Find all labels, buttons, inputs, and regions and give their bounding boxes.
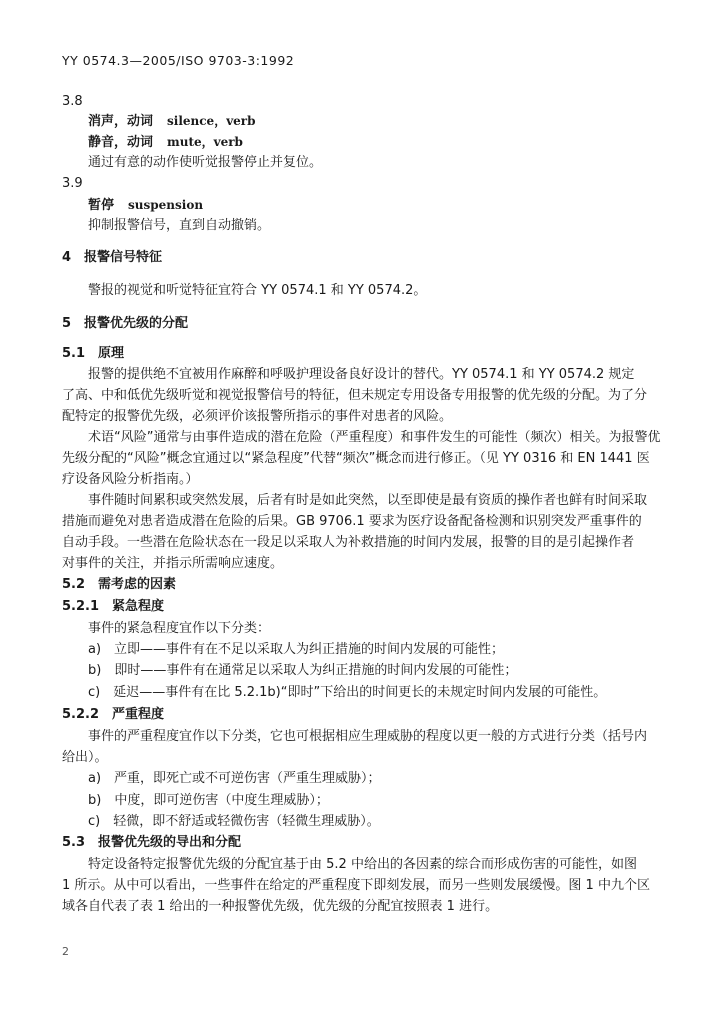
term-silence-en: silence，verb: [167, 114, 256, 128]
list-item-urgency-b: b) 即时——事件有在通常足以采取人为纠正措施的时间内发展的可能性；: [88, 663, 518, 678]
list-item-urgency-a: a) 立即——事件有在不足以采取人为纠正措施的时间内发展的可能性；: [88, 642, 505, 657]
section-5-3-line1: 特定设备特定报警优先级的分配宜基于由 5.2 中给出的各因素的综合而形成伤害的可能性，如图: [88, 857, 637, 872]
section-5-1-heading: 5.1 原理: [62, 346, 125, 361]
section-4-heading: 4 报警信号特征: [62, 250, 163, 265]
term-silence-zh: 消声，动词: [88, 114, 154, 129]
section-5-2-heading: 5.2 需考虑的因素: [62, 577, 177, 592]
term-suspension: [88, 197, 203, 214]
para-5-1-3-line4: 对事件的关注，并指示所需响应速度。: [62, 556, 284, 571]
para-5-1-2-line1: 术语“风险”通常与由事件造成的潜在危险（严重程度）和事件发生的可能性（频次）相关。为报警优: [88, 430, 661, 445]
section-5-3-heading: 5.3 报警优先级的导出和分配: [62, 835, 242, 850]
para-5-1-3-line3: 自动手段。一些潜在危险状态在一段足以采取人为补救措施的时间内发展，报警的目的是引起操作者: [62, 535, 635, 550]
para-5-1-3-line2: 措施而避免对患者造成潜在危险的后果。GB 9706.1 要求为医疗设备配备检测和识别突发严重事件的: [62, 514, 642, 529]
para-5-1-1-line3: 配特定的报警优先级，必须评价该报警所指示的事件对患者的风险。: [62, 409, 453, 424]
term-mute: [88, 134, 243, 151]
section-5-2-2-heading: 5.2.2 严重程度: [62, 707, 165, 722]
term-silence: [88, 113, 256, 130]
para-5-1-3-line1: 事件随时间累积或突然发展，后者有时是如此突然，以至即使是最有资质的操作者也鲜有时间采取: [88, 493, 648, 508]
section-5-2-1-heading: 5.2.1 紧急程度: [62, 599, 165, 614]
para-5-1-2-line2: 先级分配的“风险”概念宜通过以“紧急程度”代替“频次”概念而进行修正。（见 YY 0316 和 EN 1441 医: [62, 451, 650, 466]
section-3-8-number: 3.8: [62, 94, 83, 109]
term-suspension-zh: 暂停: [88, 198, 115, 213]
list-item-urgency-c: c) 延迟——事件有在比 5.2.1b)“即时”下给出的时间更长的未规定时间内发展的可能性。: [88, 685, 607, 700]
page-header: YY 0574.3—2005/ISO 9703-3:1992: [62, 53, 295, 68]
list-item-severity-a: a) 严重，即死亡或不可逆伤害（严重生理威胁）；: [88, 771, 381, 786]
section-5-3-line3: 域各自代表了表 1 给出的一种报警优先级，优先级的分配宜按照表 1 进行。: [62, 899, 499, 914]
section-5-2-2-intro-line1: 事件的严重程度宜作以下分类，它也可根据相应生理威胁的程度以更一般的方式进行分类（括号内: [88, 729, 648, 744]
section-3-9-number: 3.9: [62, 176, 83, 191]
para-5-1-1-line1: 报警的提供绝不宜被用作麻醉和呼吸护理设备良好设计的替代。YY 0574.1 和 YY 0574.2 规定: [88, 367, 635, 382]
section-3-9-definition: 抑制报警信号，直到自动撤销。: [88, 218, 271, 233]
para-5-1-1-line2: 了高、中和低优先级听觉和视觉报警信号的特征，但未规定专用设备专用报警的优先级的分配。为了分: [62, 388, 648, 403]
term-mute-en: mute，verb: [167, 135, 243, 149]
para-5-1-2-line3: 疗设备风险分析指南。）: [62, 472, 199, 487]
section-5-3-line2: 1 所示。从中可以看出，一些事件在给定的严重程度下即刻发展，而另一些则发展缓慢。图 1 中九个区: [62, 878, 650, 893]
term-suspension-en: suspension: [128, 198, 204, 212]
list-item-severity-b: b) 中度，即可逆伤害（中度生理威胁）；: [88, 793, 329, 808]
page-number: 2: [62, 945, 69, 958]
section-5-2-2-intro-line2: 给出）。: [62, 750, 108, 765]
section-3-8-definition: 通过有意的动作使听觉报警停止并复位。: [88, 155, 323, 170]
section-5-2-1-intro: 事件的紧急程度宜作以下分类：: [88, 621, 271, 636]
section-4-text: 警报的视觉和听觉特征宜符合 YY 0574.1 和 YY 0574.2。: [88, 283, 427, 298]
term-mute-zh: 静音，动词: [88, 135, 154, 150]
section-5-heading: 5 报警优先级的分配: [62, 316, 189, 331]
list-item-severity-c: c) 轻微，即不舒适或轻微伤害（轻微生理威胁）。: [88, 814, 380, 829]
